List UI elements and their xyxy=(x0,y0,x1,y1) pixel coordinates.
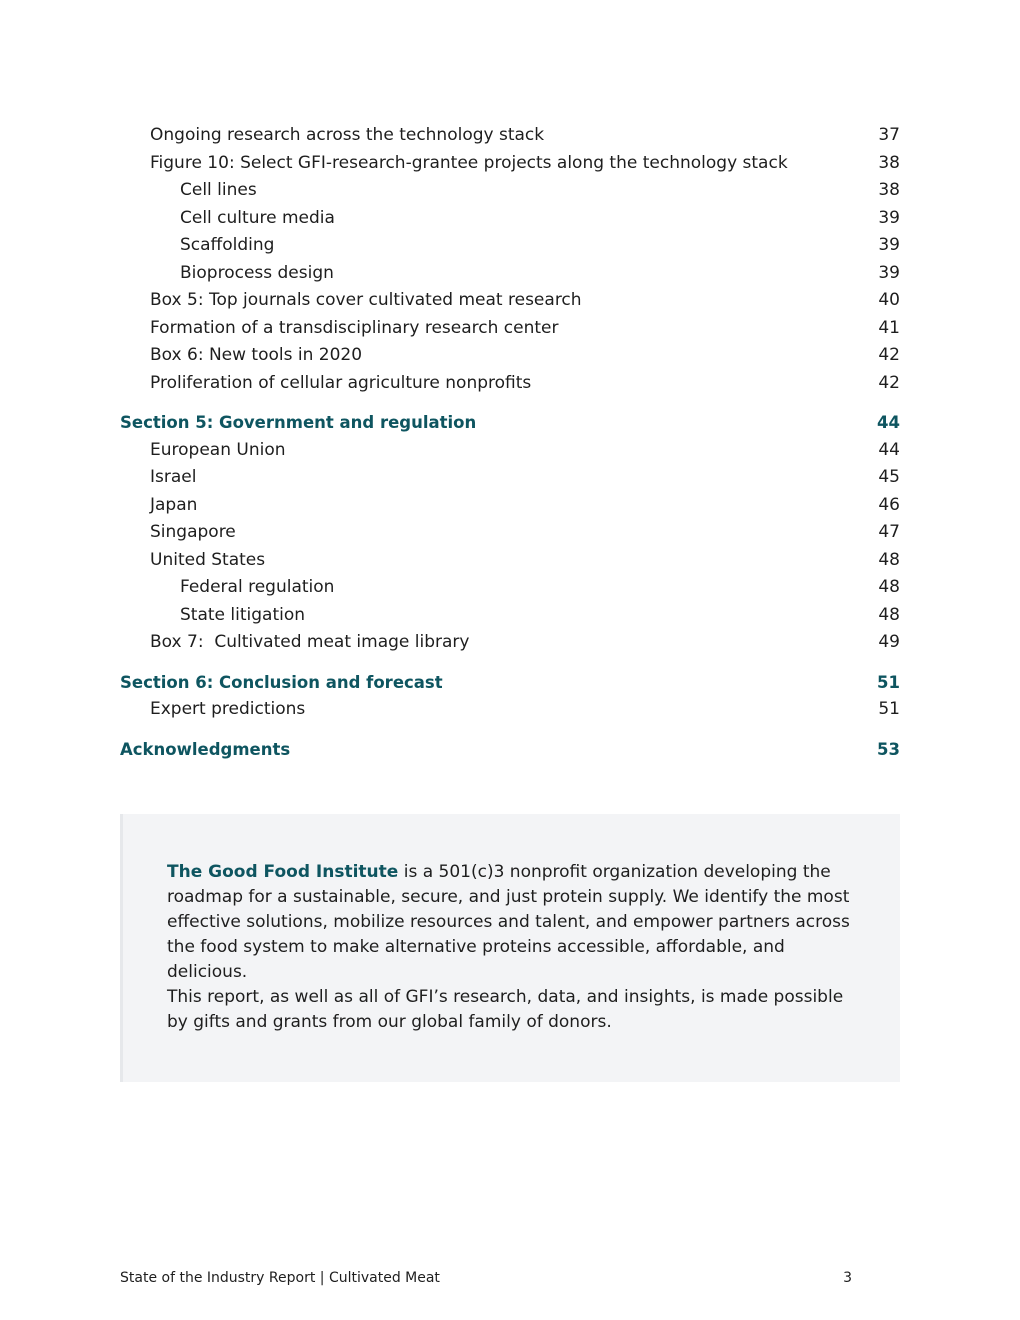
toc-entry-page: 38 xyxy=(878,152,900,173)
toc-entry-box-6[interactable] xyxy=(120,342,900,370)
toc-entry-expert-predictions[interactable] xyxy=(120,696,900,724)
toc-entry-page: 39 xyxy=(878,262,900,283)
toc-entry-title: Box 6: New tools in 2020 xyxy=(150,345,363,365)
toc-entry-cell-lines[interactable] xyxy=(120,177,900,205)
toc-entry-page: 40 xyxy=(878,290,900,310)
toc-entry-page: 48 xyxy=(878,577,900,597)
funding-note: This report, as well as all of GFI’s research, data, and insights, is made possible by gifts and grants from our global family of donors. xyxy=(167,987,844,1032)
toc-section-page: 51 xyxy=(877,672,900,692)
toc-entry-title: Box 7: Cultivated meat image library xyxy=(150,632,470,652)
toc-entry-page: 51 xyxy=(878,699,900,719)
toc-entry-page: 42 xyxy=(878,372,900,393)
toc-section-5[interactable] xyxy=(120,409,900,437)
gfi-description-text: is a 501(c)3 nonprofit organization developing the roadmap for a sustainable, secure, and just protein supply. We identify the most effective solutions, mobilize resources and talent, and empower partners across the food system to make alternative proteins accessible, affordable, and delicious. xyxy=(167,862,850,982)
toc-entry-box-7[interactable] xyxy=(120,629,900,657)
toc-entry-title: Formation of a transdisciplinary research center xyxy=(150,317,559,338)
toc-section-title: Acknowledgments xyxy=(120,739,291,759)
toc-section-page: 53 xyxy=(877,739,900,759)
toc-entry-page: 49 xyxy=(878,632,900,652)
toc-entry-page: 38 xyxy=(878,180,900,200)
toc-entry-page: 48 xyxy=(878,604,900,625)
toc-entry-title: Japan xyxy=(150,494,198,515)
toc-entry-title: Israel xyxy=(150,467,197,487)
toc-entry-title: Box 5: Top journals cover cultivated meat research xyxy=(150,290,582,310)
toc-section-title: Section 5: Government and regulation xyxy=(120,413,477,432)
toc-entry-scaffolding[interactable] xyxy=(120,232,900,260)
page-footer xyxy=(120,1268,852,1288)
toc-entry-figure-10[interactable] xyxy=(120,150,900,178)
toc-entry-page: 44 xyxy=(878,439,900,460)
toc-entry-page: 42 xyxy=(878,345,900,365)
toc-entry-title: Scaffolding xyxy=(180,235,275,255)
toc-entry-page: 41 xyxy=(878,317,900,338)
toc-entry-title: Proliferation of cellular agriculture nonprofits xyxy=(150,372,532,393)
toc-entry-title: Expert predictions xyxy=(150,699,306,719)
toc-entry-page: 48 xyxy=(878,549,900,570)
toc-entry-japan[interactable] xyxy=(120,492,900,520)
toc-entry-page: 45 xyxy=(878,467,900,487)
toc-entry-nonprofits[interactable] xyxy=(120,370,900,398)
toc-entry-page: 39 xyxy=(878,207,900,228)
toc-entry-state-litigation[interactable] xyxy=(120,602,900,630)
toc-entry-ongoing-research[interactable] xyxy=(120,122,900,150)
toc-entry-research-center[interactable] xyxy=(120,315,900,343)
toc-section-acknowledgments[interactable] xyxy=(120,736,900,764)
toc-entry-page: 37 xyxy=(878,125,900,145)
toc-entry-title: State litigation xyxy=(180,604,306,625)
toc-entry-title: Ongoing research across the technology stack xyxy=(150,125,545,145)
gfi-description xyxy=(167,860,857,985)
toc-entry-title: Figure 10: Select GFI-research-grantee projects along the technology stack xyxy=(150,152,788,173)
toc-entry-european-union[interactable] xyxy=(120,437,900,465)
table-of-contents xyxy=(120,122,900,763)
toc-entry-title: European Union xyxy=(150,439,286,460)
toc-entry-israel[interactable] xyxy=(120,464,900,492)
toc-entry-title: Cell lines xyxy=(180,180,257,200)
toc-entry-title: Bioprocess design xyxy=(180,262,334,283)
toc-entry-bioprocess-design[interactable] xyxy=(120,260,900,288)
report-title: State of the Industry Report | Cultivated Meat xyxy=(120,1270,440,1286)
toc-entry-singapore[interactable] xyxy=(120,519,900,547)
toc-entry-page: 39 xyxy=(878,235,900,255)
toc-entry-title: Federal regulation xyxy=(180,577,335,597)
toc-entry-title: Singapore xyxy=(150,522,236,542)
toc-section-6[interactable] xyxy=(120,669,900,697)
page-number: 3 xyxy=(843,1270,852,1286)
toc-entry-title: United States xyxy=(150,549,266,570)
org-name: The Good Food Institute xyxy=(167,862,399,882)
toc-entry-box-5[interactable] xyxy=(120,287,900,315)
toc-section-page: 44 xyxy=(877,413,900,432)
toc-entry-cell-culture-media[interactable] xyxy=(120,205,900,233)
gfi-info-box xyxy=(120,814,900,1082)
toc-entry-title: Cell culture media xyxy=(180,207,335,228)
toc-entry-federal-regulation[interactable] xyxy=(120,574,900,602)
toc-entry-united-states[interactable] xyxy=(120,547,900,575)
toc-section-title: Section 6: Conclusion and forecast xyxy=(120,672,443,692)
toc-entry-page: 46 xyxy=(878,494,900,515)
toc-entry-page: 47 xyxy=(878,522,900,542)
